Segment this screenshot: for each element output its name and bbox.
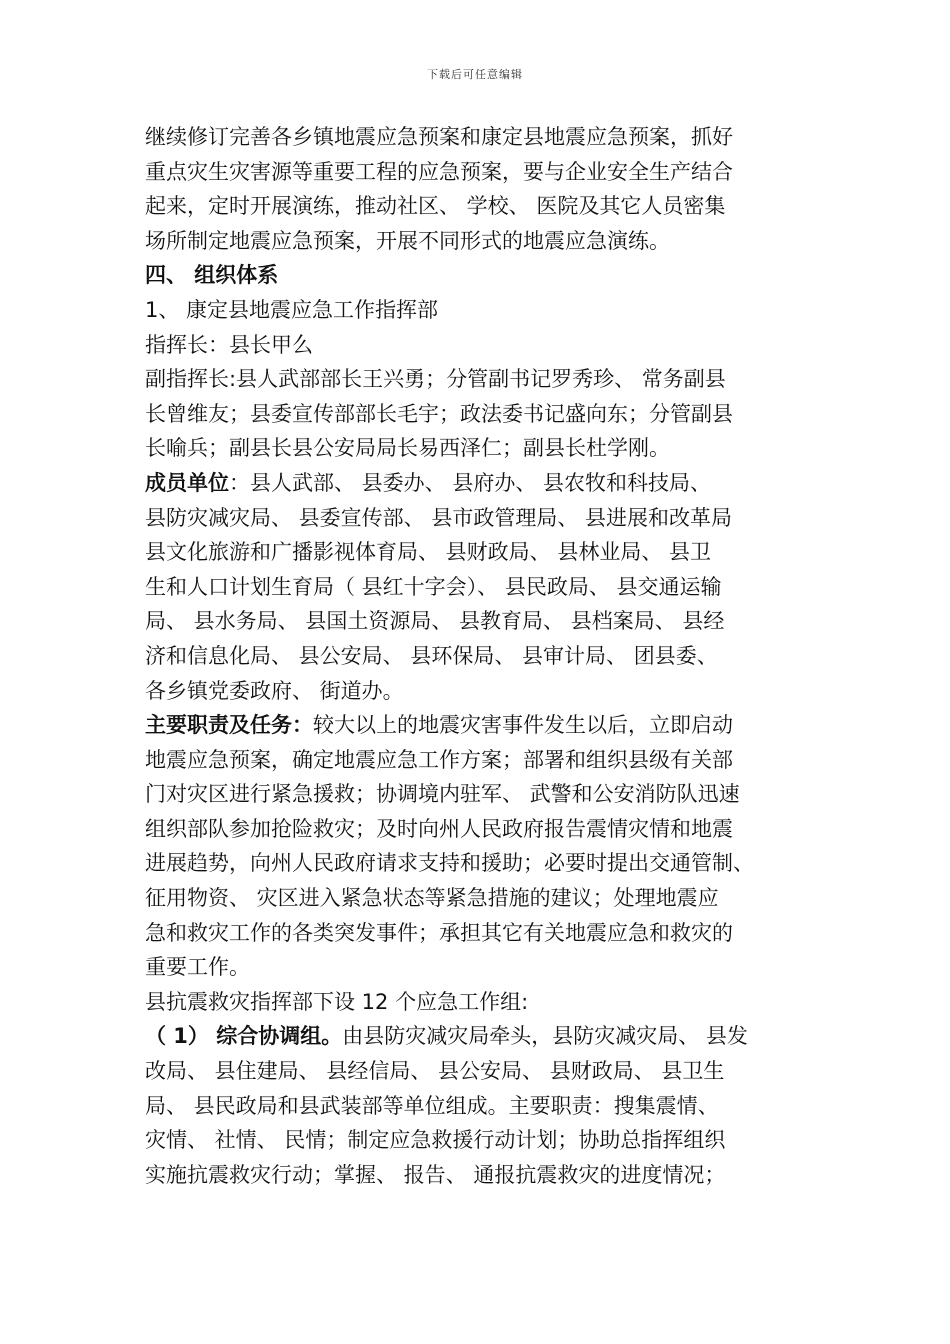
text-line [145, 1019, 825, 1054]
line-text: 起来，定时开展演练，推动社区、 学校、 医院及其它人员密集 [145, 194, 726, 219]
line-text: 指挥长：县长甲么 [145, 332, 313, 357]
line-text: 场所制定地震应急预案，开展不同形式的地震应急演练。 [145, 228, 670, 253]
text-line [145, 501, 825, 536]
text-line [145, 328, 825, 363]
line-text: 县防灾减灾局、 县委宣传部、 县市政管理局、 县进展和改革局 [145, 505, 733, 530]
line-text: 生和人口计划生育局（ 县红十字会）、 县民政局、 县交通运输 [145, 574, 722, 599]
text-line [145, 604, 825, 639]
line-text: 实施抗震救灾行动；掌握、 报告、 通报抗震救灾的进度情况； [145, 1162, 726, 1187]
text-line [145, 570, 825, 605]
bold-lead-text: 主要职责及任务： [145, 713, 313, 738]
text-line [145, 258, 825, 293]
page-header: 下载后可任意编辑 [427, 68, 523, 81]
text-line [145, 189, 825, 224]
text-line [145, 1089, 825, 1124]
line-text: 由县防灾减灾局牵头，县防灾减灾局、 县发 [342, 1024, 748, 1049]
line-text: 县抗震救灾指挥部下设 12 个应急工作组: [145, 989, 529, 1014]
line-text: 进展趋势，向州人民政府请求支持和援助；必要时提出交通管制、 [145, 851, 754, 876]
text-line [145, 916, 825, 951]
line-text: 灾情、 社情、 民情；制定应急救援行动计划；协助总指挥组织 [145, 1128, 726, 1153]
text-line [145, 466, 825, 501]
line-text: 县文化旅游和广播影视体育局、 县财政局、 县林业局、 县卫 [145, 540, 712, 565]
line-text: 长曾维友；县委宣传部部长毛宇；政法委书记盛向东；分管副县 [145, 401, 733, 426]
line-text: ：县人武部、 县委办、 县府办、 县农牧和科技局、 [229, 470, 712, 495]
text-line [145, 431, 825, 466]
line-text: 长喻兵；副县长县公安局局长易西泽仁；副县长杜学刚。 [145, 436, 670, 461]
line-text: 征用物资、 灾区进入紧急状态等紧急措施的建议；处理地震应 [145, 886, 719, 911]
bold-lead-text: （ 1） 综合协调组。 [145, 1024, 343, 1049]
line-text: 1、 康定县地震应急工作指挥部 [145, 297, 439, 322]
text-line [145, 777, 825, 812]
text-line [145, 1054, 825, 1089]
bold-lead-text: 成员单位 [145, 470, 229, 495]
bold-lead-text: 四、 组织体系 [145, 263, 279, 288]
text-line [145, 362, 825, 397]
line-text: 局、 县民政局和县武装部等单位组成。主要职责：搜集震情、 [145, 1093, 719, 1118]
text-line [145, 708, 825, 743]
line-text: 济和信息化局、 县公安局、 县环保局、 县审计局、 团县委、 [145, 643, 718, 668]
line-text: 较大以上的地震灾害事件发生以后，立即启动 [313, 713, 733, 738]
line-text: 门对灾区进行紧急援救；协调境内驻军、 武警和公安消防队迅速 [145, 782, 740, 807]
document-body [145, 120, 825, 1192]
text-line [145, 881, 825, 916]
line-text: 组织部队参加抢险救灾；及时向州人民政府报告震情灾情和地震 [145, 816, 733, 841]
text-line [145, 846, 825, 881]
text-line [145, 985, 825, 1020]
text-line [145, 743, 825, 778]
text-line [145, 639, 825, 674]
text-line [145, 1158, 825, 1193]
line-text: 重点灾生灾害源等重要工程的应急预案，要与企业安全生产结合 [145, 159, 733, 184]
line-text: 重要工作。 [145, 955, 250, 980]
text-line [145, 397, 825, 432]
line-text: 急和救灾工作的各类突发事件；承担其它有关地震应急和救灾的 [145, 920, 733, 945]
text-line [145, 674, 825, 709]
line-text: 改局、 县住建局、 县经信局、 县公安局、 县财政局、 县卫生 [145, 1059, 725, 1084]
line-text: 副指挥长:县人武部部长王兴勇；分管副书记罗秀珍、 常务副县 [145, 367, 726, 392]
text-line [145, 224, 825, 259]
text-line [145, 812, 825, 847]
line-text: 地震应急预案，确定地震应急工作方案；部署和组织县级有关部 [145, 747, 733, 772]
text-line [145, 120, 825, 155]
line-text: 继续修订完善各乡镇地震应急预案和康定县地震应急预案，抓好 [145, 125, 733, 149]
text-line [145, 535, 825, 570]
line-text: 各乡镇党委政府、 街道办。 [145, 678, 404, 703]
line-text: 局、 县水务局、 县国土资源局、 县教育局、 县档案局、 县经 [145, 609, 725, 634]
text-line [145, 293, 825, 328]
text-line [145, 1123, 825, 1158]
text-line [145, 950, 825, 985]
text-line [145, 155, 825, 190]
